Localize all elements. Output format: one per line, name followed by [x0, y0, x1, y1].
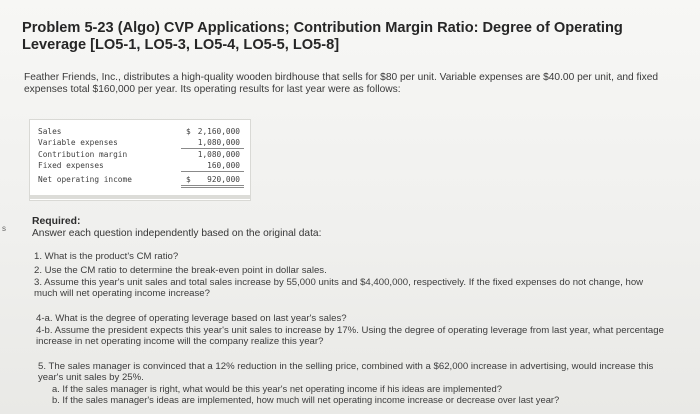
problem-intro: Feather Friends, Inc., distributes a high-quality wooden birdhouse that sells for $80 per unit. Variable expenses are $40.00 per unit, and fixed expenses total $160,000 per year. Its operating results for last year were as follows: [24, 72, 659, 95]
statement-currency: $ [186, 127, 191, 136]
statement-value: 2,160,000 [197, 127, 240, 136]
question-1: 1. What is the product's CM ratio? [34, 251, 179, 262]
required-heading: Required: [32, 216, 81, 227]
statement-row-fixed-expenses [38, 160, 244, 171]
statement-label: Variable expenses [38, 138, 118, 147]
statement-currency: $ [186, 175, 191, 184]
statement-label: Fixed expenses [38, 161, 104, 170]
question-3: 3. Assume this year's unit sales and total sales increase by 55,000 units and $4,400,000, respectively. If the fixed expenses do not change, how much will net operating income increase? [34, 277, 644, 299]
statement-row-sales [38, 126, 244, 137]
question-2: 2. Use the CM ratio to determine the break-even point in dollar sales. [34, 265, 327, 276]
statement-label: Sales [38, 127, 62, 136]
statement-value: 920,000 [207, 175, 240, 184]
income-statement [30, 120, 250, 200]
double-underline-top [181, 185, 244, 186]
question-5: 5. The sales manager is convinced that a 12% reduction in the selling price, combined with a $62,000 increase in advertising, would increase this year's unit sales by 25%. [38, 361, 654, 383]
statement-value: 160,000 [207, 161, 240, 170]
double-underline-bottom [181, 187, 244, 188]
question-4b: 4-b. Assume the president expects this year's unit sales to increase by 17%. Using the degree of operating leverage from last year, what percentage increase in net operating income will the company realize this year? [36, 325, 664, 347]
question-5a: a. If the sales manager is right, what would be this year's net operating income if his ideas are implemented? [52, 383, 502, 394]
side-mark: s [2, 224, 6, 233]
statement-label: Contribution margin [38, 150, 128, 159]
question-4a: 4-a. What is the degree of operating leverage based on last year's sales? [36, 313, 347, 324]
statement-value: 1,080,000 [197, 150, 240, 159]
statement-label: Net operating income [38, 175, 132, 184]
instructions: Answer each question independently based on the original data: [32, 228, 322, 239]
statement-row-variable-expenses [38, 137, 244, 148]
statement-row-net-operating-income [38, 174, 244, 185]
statement-bottom-rule [30, 195, 250, 199]
statement-row-contribution-margin [38, 149, 244, 160]
question-5b: b. If the sales manager's ideas are implemented, how much will net operating income increase or decrease over last year? [52, 394, 560, 405]
statement-value: 1,080,000 [197, 138, 240, 147]
problem-title: Problem 5-23 (Algo) CVP Applications; Contribution Margin Ratio: Degree of Operating Leverage [LO5-1, LO5-3, LO5-4, LO5-5, LO5-8] [22, 20, 623, 53]
underline [181, 171, 244, 172]
